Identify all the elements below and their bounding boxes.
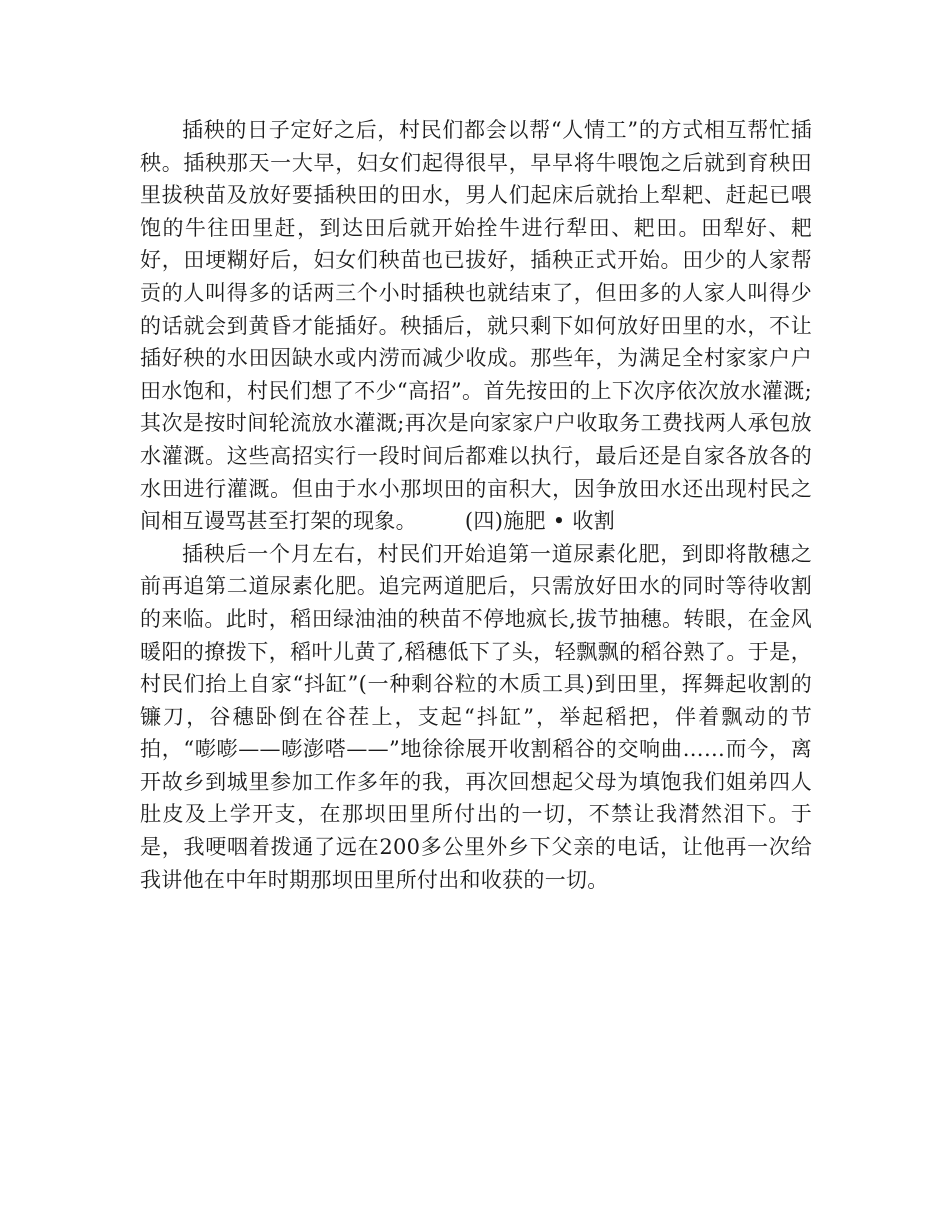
paragraph-1 xyxy=(140,114,812,538)
section-heading-fertilize-harvest: (四)施肥 • 收割 xyxy=(464,509,616,534)
document-page xyxy=(140,114,812,896)
paragraph-2 xyxy=(140,538,812,897)
paragraph-2-text: 插秧后一个月左右，村民们开始追第一道尿素化肥，到即将散穗之前再追第二道尿素化肥。追完两道肥后，只需放好田水的同时等待收割的来临。此时，稻田绿油油的秧苗不停地疯长,拔节抽穗。转眼，在金风暖阳的撩拨下，稻叶儿黄了,稻穗低下了头，轻飘飘的稻谷熟了。于是，村民们抬上自家“抖缸”(一种剩谷粒的木质工具)到田里，挥舞起收割的镰刀，谷穗卧倒在谷茬上，支起“抖缸”，举起稻把，伴着飘动的节拍，“嘭嘭——嘭澎嗒——”地徐徐展开收割稻谷的交响曲……而今，离开故乡到城里参加工作多年的我，再次回想起父母为填饱我们姐弟四人肚皮及上学开支，在那坝田里所付出的一切，不禁让我潸然泪下。于是，我哽咽着拨通了远在200多公里外乡下父亲的电话，让他再一次给我讲他在中年时期那坝田里所付出和收获的一切。 xyxy=(140,541,812,892)
paragraph-1-text: 插秧的日子定好之后，村民们都会以帮“人情工”的方式相互帮忙插秧。插秧那天一大早，妇女们起得很早，早早将牛喂饱之后就到育秧田里拔秧苗及放好要插秧田的田水，男人们起床后就抬上犁耙、赶起已喂饱的牛往田里赶，到达田后就开始拴牛进行犁田、耙田。田犁好、耙好，田埂糊好后，妇女们秧苗也已拔好，插秧正式开始。田少的人家帮贡的人叫得多的话两三个小时插秧也就结束了，但田多的人家人叫得少的话就会到黄昏才能插好。秧插后，就只剩下如何放好田里的水，不让插好秧的水田因缺水或内涝而减少收成。那些年，为满足全村家家户户田水饱和，村民们想了不少“高招”。首先按田的上下次序依次放水灌溉;其次是按时间轮流放水灌溉;再次是向家家户户收取务工费找两人承包放水灌溉。这些高招实行一段时间后都难以执行，最后还是自家各放各的水田进行灌溉。但由于水小那坝田的亩积大，因争放田水还出现村民之间相互谩骂甚至打架的现象。 xyxy=(140,118,812,534)
